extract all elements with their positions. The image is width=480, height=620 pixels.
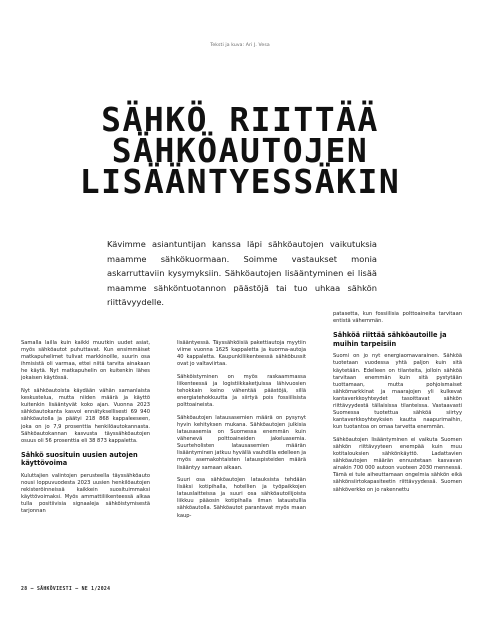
title-line-3: LISÄÄNTYESSÄKIN [79,162,401,201]
paragraph: Suomi on jo nyt energiaomavarainen. Sähköä tuotetaan vuodessa yhtä paljon kuin sitä käytetään. Edelleen on tilanteita, jolloin sähköä tarvitaan enemmän kuin sitä pystytään tuottamaan, mutta pohjoismaiset sähkömarkkinat ja maarajojen yli kulkevat kantaverkkoyhteydet tasoittavat sähkön riittävyydestä tällaisissa tilanteissa. Vastaavasti Suomessa tuotettua sähköä siirtyy kantaverkkoyhteyksien kautta naapurimaihin, kun tuotantoa on omaa tarvetta enemmän. [333,353,462,431]
paragraph: Nyt sähköautoista käydään vähän samanlaista keskustelua, mutta niiden määrä ja käyttö kuitenkin lisääntyvät koko ajan. Vuonna 2023 sähköautokanta kasvoi ennätyksellisesti 69 940 sähköautolla ja päätyi 218 868 kappaleeseen, joka on jo 7,9 prosenttia henkilöautokannasta. Sähköautokannan kasvusta täyssähköautojen osuus oli 56 prosenttia eli 38 873 kappaletta. [21,388,150,444]
paragraph: Suuri osa sähköautojen latauksista tehdään lisäksi kotipihalla, hotellien ja työpaikkojen latauslaitteissa ja suuri osa sähköautoilijoista liikkuu pääosin kotipihalla ilman lataustullia sähköautolla. Sähköautot parantavat myös maan kaup- [177,477,306,519]
paragraph: Sähköautojen lisääntyminen ei vaikuta Suomen sähkön riittävyyteen enempää kuin muu kotitalouksien sähkönkäyttö. Ladattavien sähköautojen määrän ennustetaan kasvavan ainakin 700 000 autoon vuoteen 2030 mennessä. Tämä ei tule aiheuttamaan ongelmia sähkön eikä sähkönsiirtokapasiteetin riittävyydessä. Suomen sähköverkko on jo rakennettu [333,436,462,493]
title-line-1: SÄHKÖ RIITTÄÄ [101,100,379,139]
article-title [0,100,480,201]
page-footer: 28 – SÄHKÖVIESTI – NE 1/2024 [21,587,111,592]
paragraph: Sähköistyminen on myös raskaammassa liikenteessä ja logistiikkaketjuissa lähivuosien tehokkain keino vähentää päästöjä, sillä energiatehokkuutta ja siirtyä pois fossiilisista polttoaineista. [177,373,306,409]
body-column-2 [177,340,306,525]
paragraph: lisääntyessä. Täyssähköisiä pakettiautoja myytiin viime vuonna 1625 kappaletta ja kuorma-autoja 40 kappaletta. Kaupunkiliikenteessä sähköbussit ovat jo valtaviirtaa. [177,340,306,368]
paragraph: patasetta, kun fossiilisia polttoaineita tarvitaan entistä vähemmän. [333,311,462,325]
paragraph: Sähköautojen latausasemien määrä on pysynyt hyvin kehityksen mukana. Sähköautojen julkisia latausasemia on Suomessa enemmän kuin vähenevä polttoaineiden jakeluasemia. Suurteholisten latausasemien määrän lisääntyminen jatkuu hyvällä vauhdilla edelleen ja myös asemakohtaisten latauspisteiden määrä lisääntyy samaan aikaan. [177,414,306,471]
subheading: Sähkö suosituin uusien autojen käyttövoima [21,450,138,468]
body-column-3 [333,311,462,499]
paragraph: Samalla lailla kuin kaikki muutkin uudet asiat, myös sähköautot puhuttavat. Kun ensimmäiset matkapuhelimet tulivat markkinoille, suurin osa ihmisistä oli varmaa, ettei niitä tarvita ainakaan he käytä. Nyt matkapuhelin on kuitenkin lähes jokaisen käytössä. [21,340,150,382]
article-lede: Kävimme asiantuntijan kanssa läpi sähköautojen vaikutuksia maamme sähkökuormaan. Soimme vastaukset monia askarruttaviin kysymyksiin. Sähköautojen lisääntyminen ei lisää maamme sähköntuotannon päästöjä tai tuo uhkaa sähkön riittävyydelle. [107,239,377,307]
author-credit: Teksti ja kuva: Ari J. Vesa [210,43,270,48]
body-column-1 [21,340,150,521]
subheading: Sähköä riittää sähköautoille ja muihin tarpeisiin [333,331,447,348]
title-line-2: SÄHKÖAUTOJEN [111,131,369,170]
paragraph: Kuluttajien valintojen perusteella täyssähköauto nousi loppuvuodesta 2023 uusien henkilöautojen rekisteröinneissä kaikkein suosituimmaksi käyttövoimaksi. Myös ammattiliikenteessä alkaa tulla positiivisia signaaleja sähköistymisestä tarjonnan [21,473,150,515]
